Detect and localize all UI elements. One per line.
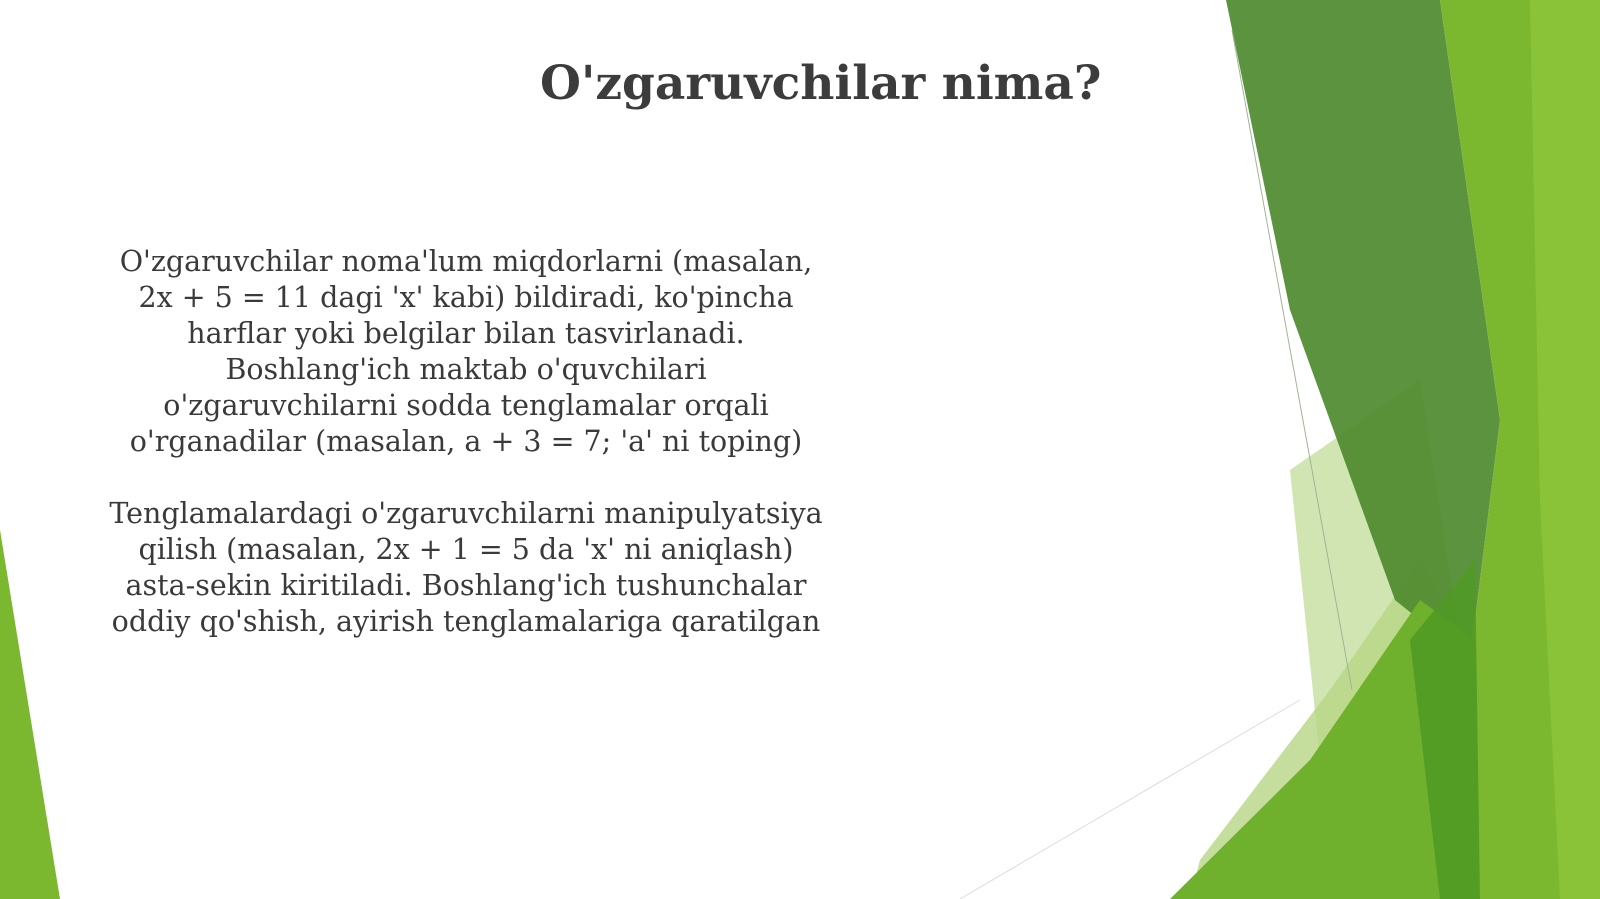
slide-body xyxy=(108,244,824,640)
body-paragraph-equation-manipulation: Tenglamalardagi o'zgaruvchilarni manipulyatsiya qilish (masalan, 2x + 1 = 5 da 'x' ni aniqlash) asta-sekin kiritiladi. Boshlang'ich tushunchalar oddiy qo'shish, ayirish tenglamalariga qaratilgan xyxy=(109,497,823,638)
slide-title: O'zgaruvchilar nima? xyxy=(540,56,1102,111)
left-green-sliver xyxy=(0,530,60,899)
body-paragraph-variables-definition: O'zgaruvchilar noma'lum miqdorlarni (masalan, 2x + 5 = 11 dagi 'x' kabi) bildiradi, ko'pincha harflar yoki belgilar bilan tasvirlanadi. Boshlang'ich maktab o'quvchilari o'zgaruvchilarni sodda tenglamalar orqali o'rganadilar (masalan, a + 3 = 7; 'a' ni toping) xyxy=(119,245,813,458)
